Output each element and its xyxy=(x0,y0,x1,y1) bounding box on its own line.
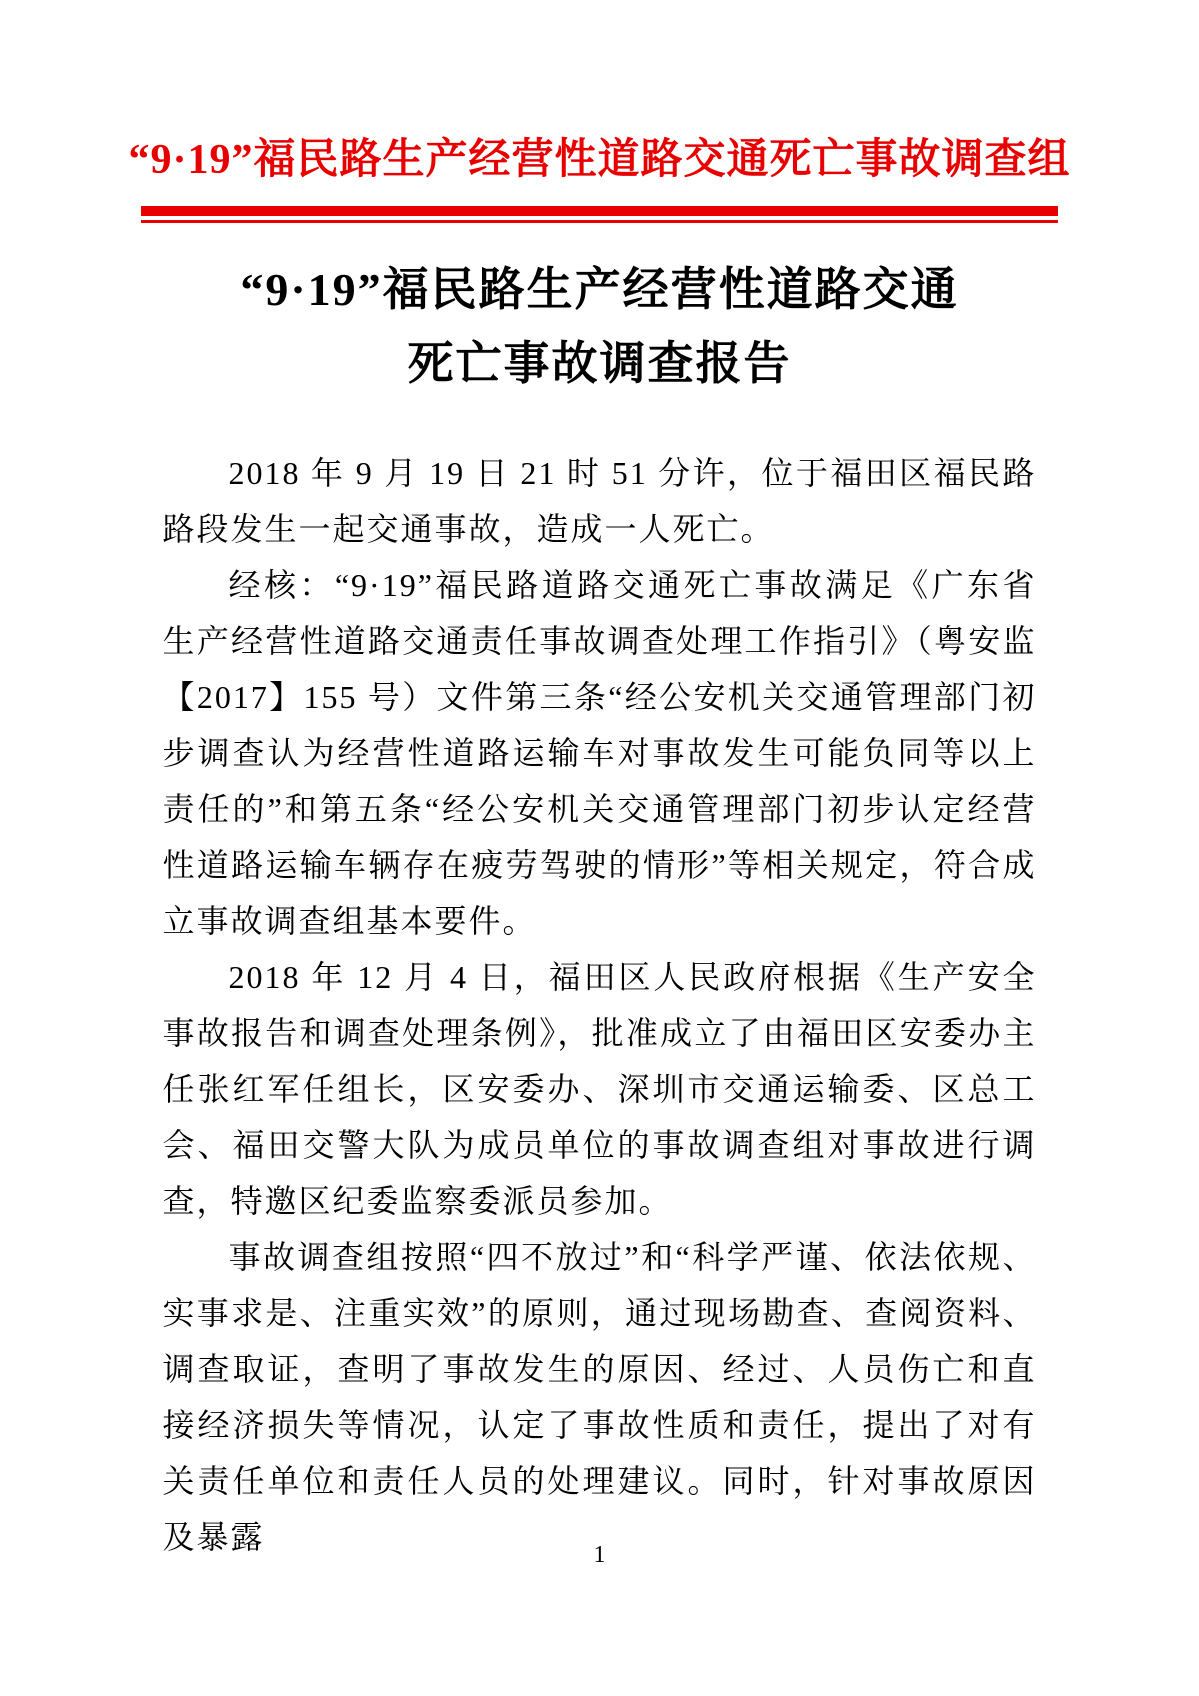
red-rule-thick xyxy=(141,206,1058,216)
page-number: 1 xyxy=(593,1542,606,1568)
title-line-1: “9·19”福民路生产经营性道路交通 xyxy=(240,264,959,315)
red-double-rule xyxy=(141,206,1058,223)
body-paragraph: 事故调查组按照“四不放过”和“科学严谨、依法依规、实事求是、注重实效”的原则，通过现场勘查、查阅资料、调查取证，查明了事故发生的原因、经过、人员伤亡和直接经济损失等情况，认定了事故性质和责任，提出了对有关责任单位和责任人员的处理建议。同时，针对事故原因及暴露 xyxy=(162,1239,1037,1555)
document-title xyxy=(0,253,1199,401)
document-body xyxy=(163,445,1037,1565)
body-paragraph: 2018 年 9 月 19 日 21 时 51 分许，位于福田区福民路路段发生一起交通事故，造成一人死亡。 xyxy=(162,455,1037,547)
body-paragraph: 经核：“9·19”福民路道路交通死亡事故满足《广东省生产经营性道路交通责任事故调查处理工作指引》（粤安监【2017】155 号）文件第三条“经公安机关交通管理部门初步调查认为经营性道路运输车对事故发生可能负同等以上责任的”和第五条“经公安机关交通管理部门初步认定经营性道路运输车辆存在疲劳驾驶的情形”等相关规定，符合成立事故调查组基本要件。 xyxy=(162,567,1037,939)
red-header-banner: “9·19”福民路生产经营性道路交通死亡事故调查组 xyxy=(128,137,1071,183)
body-paragraph: 2018 年 12 月 4 日，福田区人民政府根据《生产安全事故报告和调查处理条例》，批准成立了由福田区安委办主任张红军任组长，区安委办、深圳市交通运输委、区总工会、福田交警大队为成员单位的事故调查组对事故进行调查，特邀区纪委监察委派员参加。 xyxy=(162,959,1037,1219)
title-line-2: 死亡事故调查报告 xyxy=(407,338,792,389)
red-rule-thin xyxy=(141,220,1058,223)
